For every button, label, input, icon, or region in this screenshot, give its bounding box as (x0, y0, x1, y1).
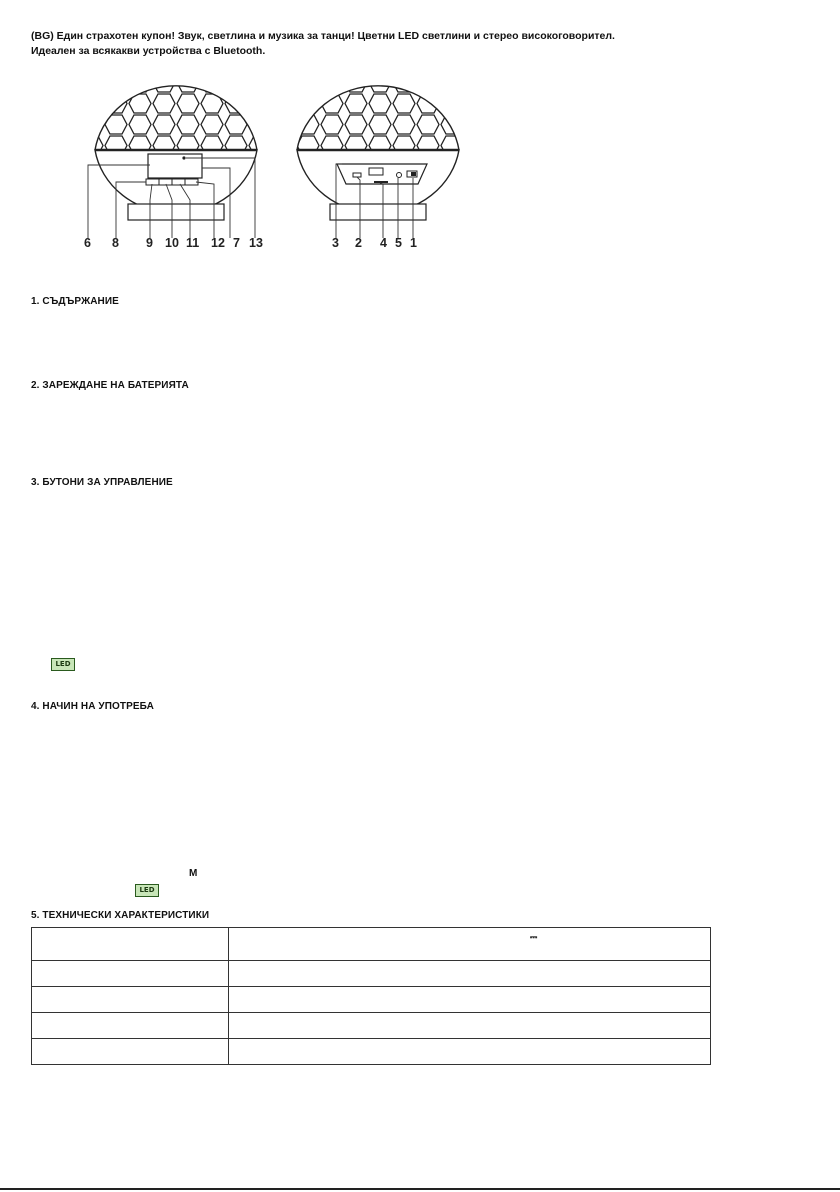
callout-front: 13 (249, 236, 263, 250)
section-heading-controls: 3. БУТОНИ ЗА УПРАВЛЕНИЕ (31, 477, 173, 488)
dc-symbol-icon: ⎓ (530, 932, 538, 942)
callout-front: 6 (84, 236, 91, 250)
callout-front: 12 (211, 236, 225, 250)
section-heading-usage: 4. НАЧИН НА УПОТРЕБА (31, 701, 154, 712)
intro-line-1: (BG) Един страхотен купон! Звук, светлина и музика за танци! Цветни LED светлини и стерео високоговорител. (31, 30, 615, 42)
callout-front: 8 (112, 236, 119, 250)
back-view (297, 74, 459, 238)
spec-label-cell (32, 987, 229, 1013)
callout-front: 7 (233, 236, 240, 250)
spec-label-cell (32, 928, 229, 961)
front-view (88, 74, 257, 238)
callout-back: 3 (332, 236, 339, 250)
table-row (32, 961, 711, 987)
figure-callouts (0, 236, 840, 254)
callout-front: 11 (186, 236, 200, 250)
section-heading-specs: 5. ТЕХНИЧЕСКИ ХАРАКТЕРИСТИКИ (31, 910, 210, 921)
table-row (32, 1039, 711, 1065)
callout-back: 4 (380, 236, 387, 250)
speaker-diagram (80, 72, 470, 257)
table-row (32, 987, 711, 1013)
intro-text (31, 29, 615, 59)
callout-back: 1 (410, 236, 417, 250)
spec-label-cell (32, 1013, 229, 1039)
callout-back: 5 (395, 236, 402, 250)
table-row (32, 1013, 711, 1039)
callout-front: 10 (165, 236, 179, 250)
section-heading-contents: 1. СЪДЪРЖАНИЕ (31, 296, 119, 307)
specs-table (31, 927, 711, 1065)
section-heading-battery: 2. ЗАРЕЖДАНЕ НА БАТЕРИЯТА (31, 380, 189, 391)
spec-value-cell (229, 987, 711, 1013)
led-badge: LED (51, 658, 75, 671)
spec-value-cell (229, 1013, 711, 1039)
spec-label-cell (32, 961, 229, 987)
page-bottom-rule (0, 1188, 840, 1190)
led-badge: LED (135, 884, 159, 897)
spec-label-cell (32, 1039, 229, 1065)
mode-letter: M (189, 868, 198, 879)
table-row (32, 928, 711, 961)
spec-value-cell (229, 928, 711, 961)
intro-line-2: Идеален за всякакви устройства с Bluetooth. (31, 45, 266, 57)
spec-value-cell (229, 1039, 711, 1065)
spec-value-cell (229, 961, 711, 987)
callout-back: 2 (355, 236, 362, 250)
callout-front: 9 (146, 236, 153, 250)
